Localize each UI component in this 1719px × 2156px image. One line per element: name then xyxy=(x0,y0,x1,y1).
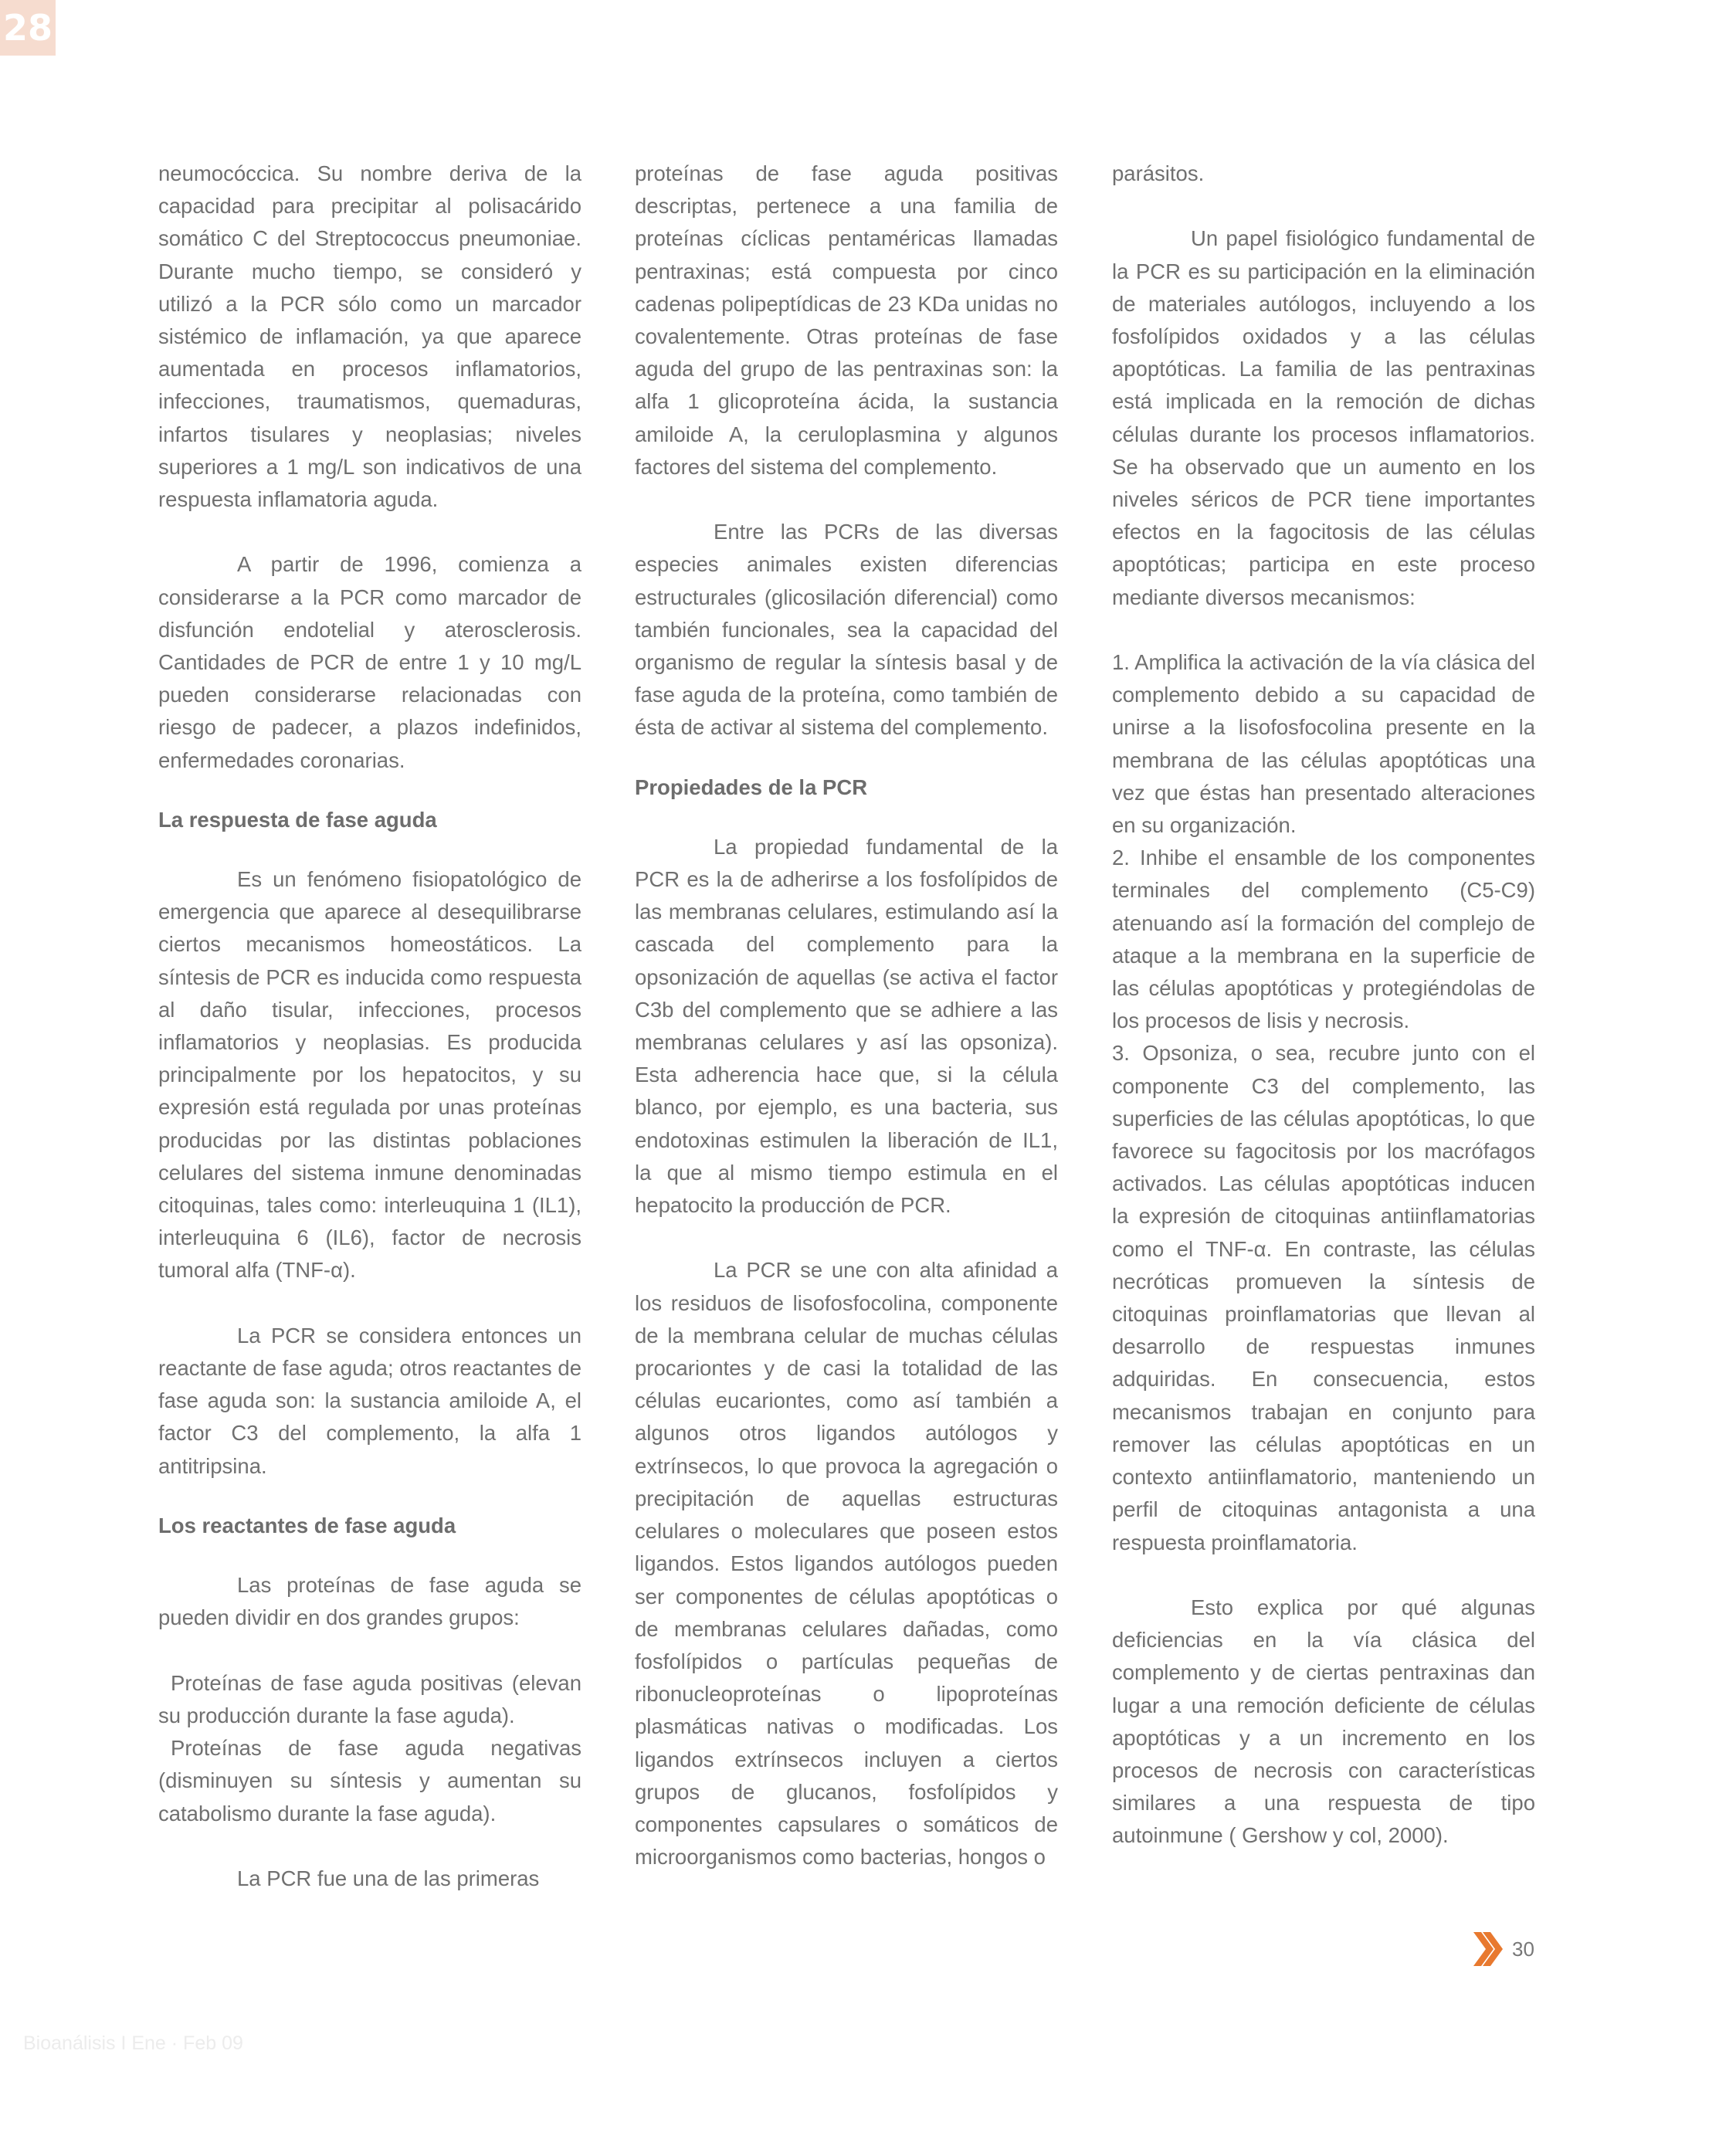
double-chevron-right-icon[interactable] xyxy=(1472,1931,1504,1968)
paragraph: La PCR se considera entonces un reactante de fase aguda; otros reactantes de fase aguda son: la sustancia amiloide A, el factor C3 del complemento, la alfa 1 antitripsina. xyxy=(158,1323,581,1478)
paragraph: parásitos. xyxy=(1112,161,1205,185)
paragraph: A partir de 1996, comienza a considerarse a la PCR como marcador de disfunción endotelial y aterosclerosis. Cantidades de PCR de entre 1 y 10 mg/L pueden considerarse relacionadas con riesgo de padecer, a plazos indefinidos, enfermedades coronarias. xyxy=(158,552,581,772)
section-heading: Los reactantes de fase aguda xyxy=(158,1513,456,1537)
publication-footer: Bioanálisis I Ene · Feb 09 xyxy=(23,2032,243,2054)
page-number-badge: 28 xyxy=(0,0,56,56)
column-2 xyxy=(635,158,1058,1873)
paragraph: La PCR se une con alta afinidad a los residuos de lisofosfocolina, componente de la membrana celular de muchas células procariontes y de casi la totalidad de las células eucariontes, como así también a algunos otros ligandos autólogos y extrínsecos, lo que provoca la agregación o precipitación de aquellas estructuras celulares o moleculares que poseen estos ligandos. Estos ligandos autólogos pueden ser componentes de células apoptóticas o de membranas celulares dañadas, como fosfolípidos o partículas pequeñas de ribonucleoproteínas o lipoproteínas plasmáticas nativas o modificadas. Los ligandos extrínsecos incluyen a ciertos grupos de glucanos, fosfolípidos y componentes capsulares o somáticos de microorganismos como bacterias, hongos o xyxy=(635,1258,1058,1870)
continue-page-number: 30 xyxy=(1512,1937,1534,1961)
list-item: Proteínas de fase aguda negativas (disminuyen su síntesis y aumentan su catabolismo durante la fase aguda). xyxy=(158,1736,581,1825)
paragraph: neumocóccica. Su nombre deriva de la capacidad para precipitar al polisacárido somático C del Streptococcus pneumoniae. Durante mucho tiempo, se consideró y utilizó a la PCR sólo como un marcador sistémico de inflamación, ya que aparece aumentada en procesos inflamatorios, infecciones, traumatismos, quemaduras, infartos tisulares y neoplasias; niveles superiores a 1 mg/L son indicativos de una respuesta inflamatoria aguda. xyxy=(158,161,581,512)
paragraph: Es un fenómeno fisiopatológico de emergencia que aparece al desequilibrarse ciertos mecanismos homeostáticos. La síntesis de PCR es inducida como respuesta al daño tisular, infecciones, procesos inflamatorios y neoplasias. Es producida principalmente por los hepatocitos, y su expresión está regulada por unas proteínas producidas por las distintas poblaciones celulares del sistema inmune denominadas citoquinas, tales como: interleuquina 1 (IL1), interleuquina 6 (IL6), factor de necrosis tumoral alfa (TNF-α). xyxy=(158,867,581,1283)
list-item: 3. Opsoniza, o sea, recubre junto con el componente C3 del complemento, las superficies de las células apoptóticas, lo que favorece su fagocitosis por los macrófagos activados. Las células apoptóticas inducen la expresión de citoquinas antiinflamatorias como el TNF-α. En contraste, las células necróticas promueven la síntesis de citoquinas proinflamatorias que llevan al desarrollo de respuestas inmunes adquiridas. En consecuencia, estos mecanismos trabajan en conjunto para remover las células apoptóticas en un contexto antiinflamatorio, manteniendo un perfil de citoquinas antagonista a una respuesta proinflamatoria. xyxy=(1112,1041,1535,1554)
paragraph: Las proteínas de fase aguda se pueden dividir en dos grandes grupos: xyxy=(158,1573,581,1630)
section-heading: La respuesta de fase aguda xyxy=(158,807,437,832)
column-3 xyxy=(1112,158,1535,1853)
column-1 xyxy=(158,158,581,1895)
paragraph: La PCR fue una de las primeras xyxy=(237,1866,540,1890)
paragraph: proteínas de fase aguda positivas descriptas, pertenece a una familia de proteínas cíclicas pentaméricas llamadas pentraxinas; está compuesta por cinco cadenas polipeptídicas de 23 KDa unidas no covalentemente. Otras proteínas de fase aguda del grupo de las pentraxinas son: la alfa 1 glicoproteína ácida, la sustancia amiloide A, la ceruloplasmina y algunos factores del sistema del complemento. xyxy=(635,161,1058,479)
list-item: 1. Amplifica la activación de la vía clásica del complemento debido a su capacidad de unirse a la lisofosfocolina presente en la membrana de las células apoptóticas una vez que éstas han presentado alteraciones en su organización. xyxy=(1112,650,1535,838)
paragraph: Esto explica por qué algunas deficiencias en la vía clásica del complemento y de ciertas pentraxinas dan lugar a una remoción deficiente de células apoptóticas y a un incremento en los procesos de necrosis con características similares a una respuesta de tipo autoinmune ( Gershow y col, 2000). xyxy=(1112,1595,1535,1848)
list-item: Proteínas de fase aguda positivas (elevan su producción durante la fase aguda). xyxy=(158,1670,581,1727)
section-heading: Propiedades de la PCR xyxy=(635,775,868,799)
list-item: 2. Inhibe el ensamble de los componentes terminales del complemento (C5-C9) atenuando así la formación del complejo de ataque a la membrana en la superficie de las células apoptóticas y protegiéndolas de los procesos de lisis y necrosis. xyxy=(1112,846,1535,1033)
paragraph: Entre las PCRs de las diversas especies animales existen diferencias estructurales (glicosilación diferencial) como también funcionales, sea la capacidad del organismo de regular la síntesis basal y de fase aguda de la proteína, como también de ésta de activar al sistema del complemento. xyxy=(635,520,1058,740)
paragraph: La propiedad fundamental de la PCR es la de adherirse a los fosfolípidos de las membranas celulares, estimulando así la cascada del complemento para la opsonización de aquellas (se activa el factor C3b del complemento que se adhiere a las membranas celulares y así las opsoniza). Esta adherencia hace que, si la célula blanco, por ejemplo, es una bacteria, sus endotoxinas estimulen la liberación de IL1, la que al mismo tiempo estimula en el hepatocito la producción de PCR. xyxy=(635,834,1058,1218)
continue-navigation[interactable] xyxy=(1472,1931,1534,1968)
paragraph: Un papel fisiológico fundamental de la PCR es su participación en la eliminación de materiales autólogos, incluyendo a los fosfolípidos oxidados y a las células apoptóticas. La familia de las pentraxinas está implicada en la remoción de dichas células durante los procesos inflamatorios. Se ha observado que un aumento en los niveles séricos de PCR tiene importantes efectos en la fagocitosis de las células apoptóticas; participa en este proceso mediante diversos mecanismos: xyxy=(1112,226,1535,609)
